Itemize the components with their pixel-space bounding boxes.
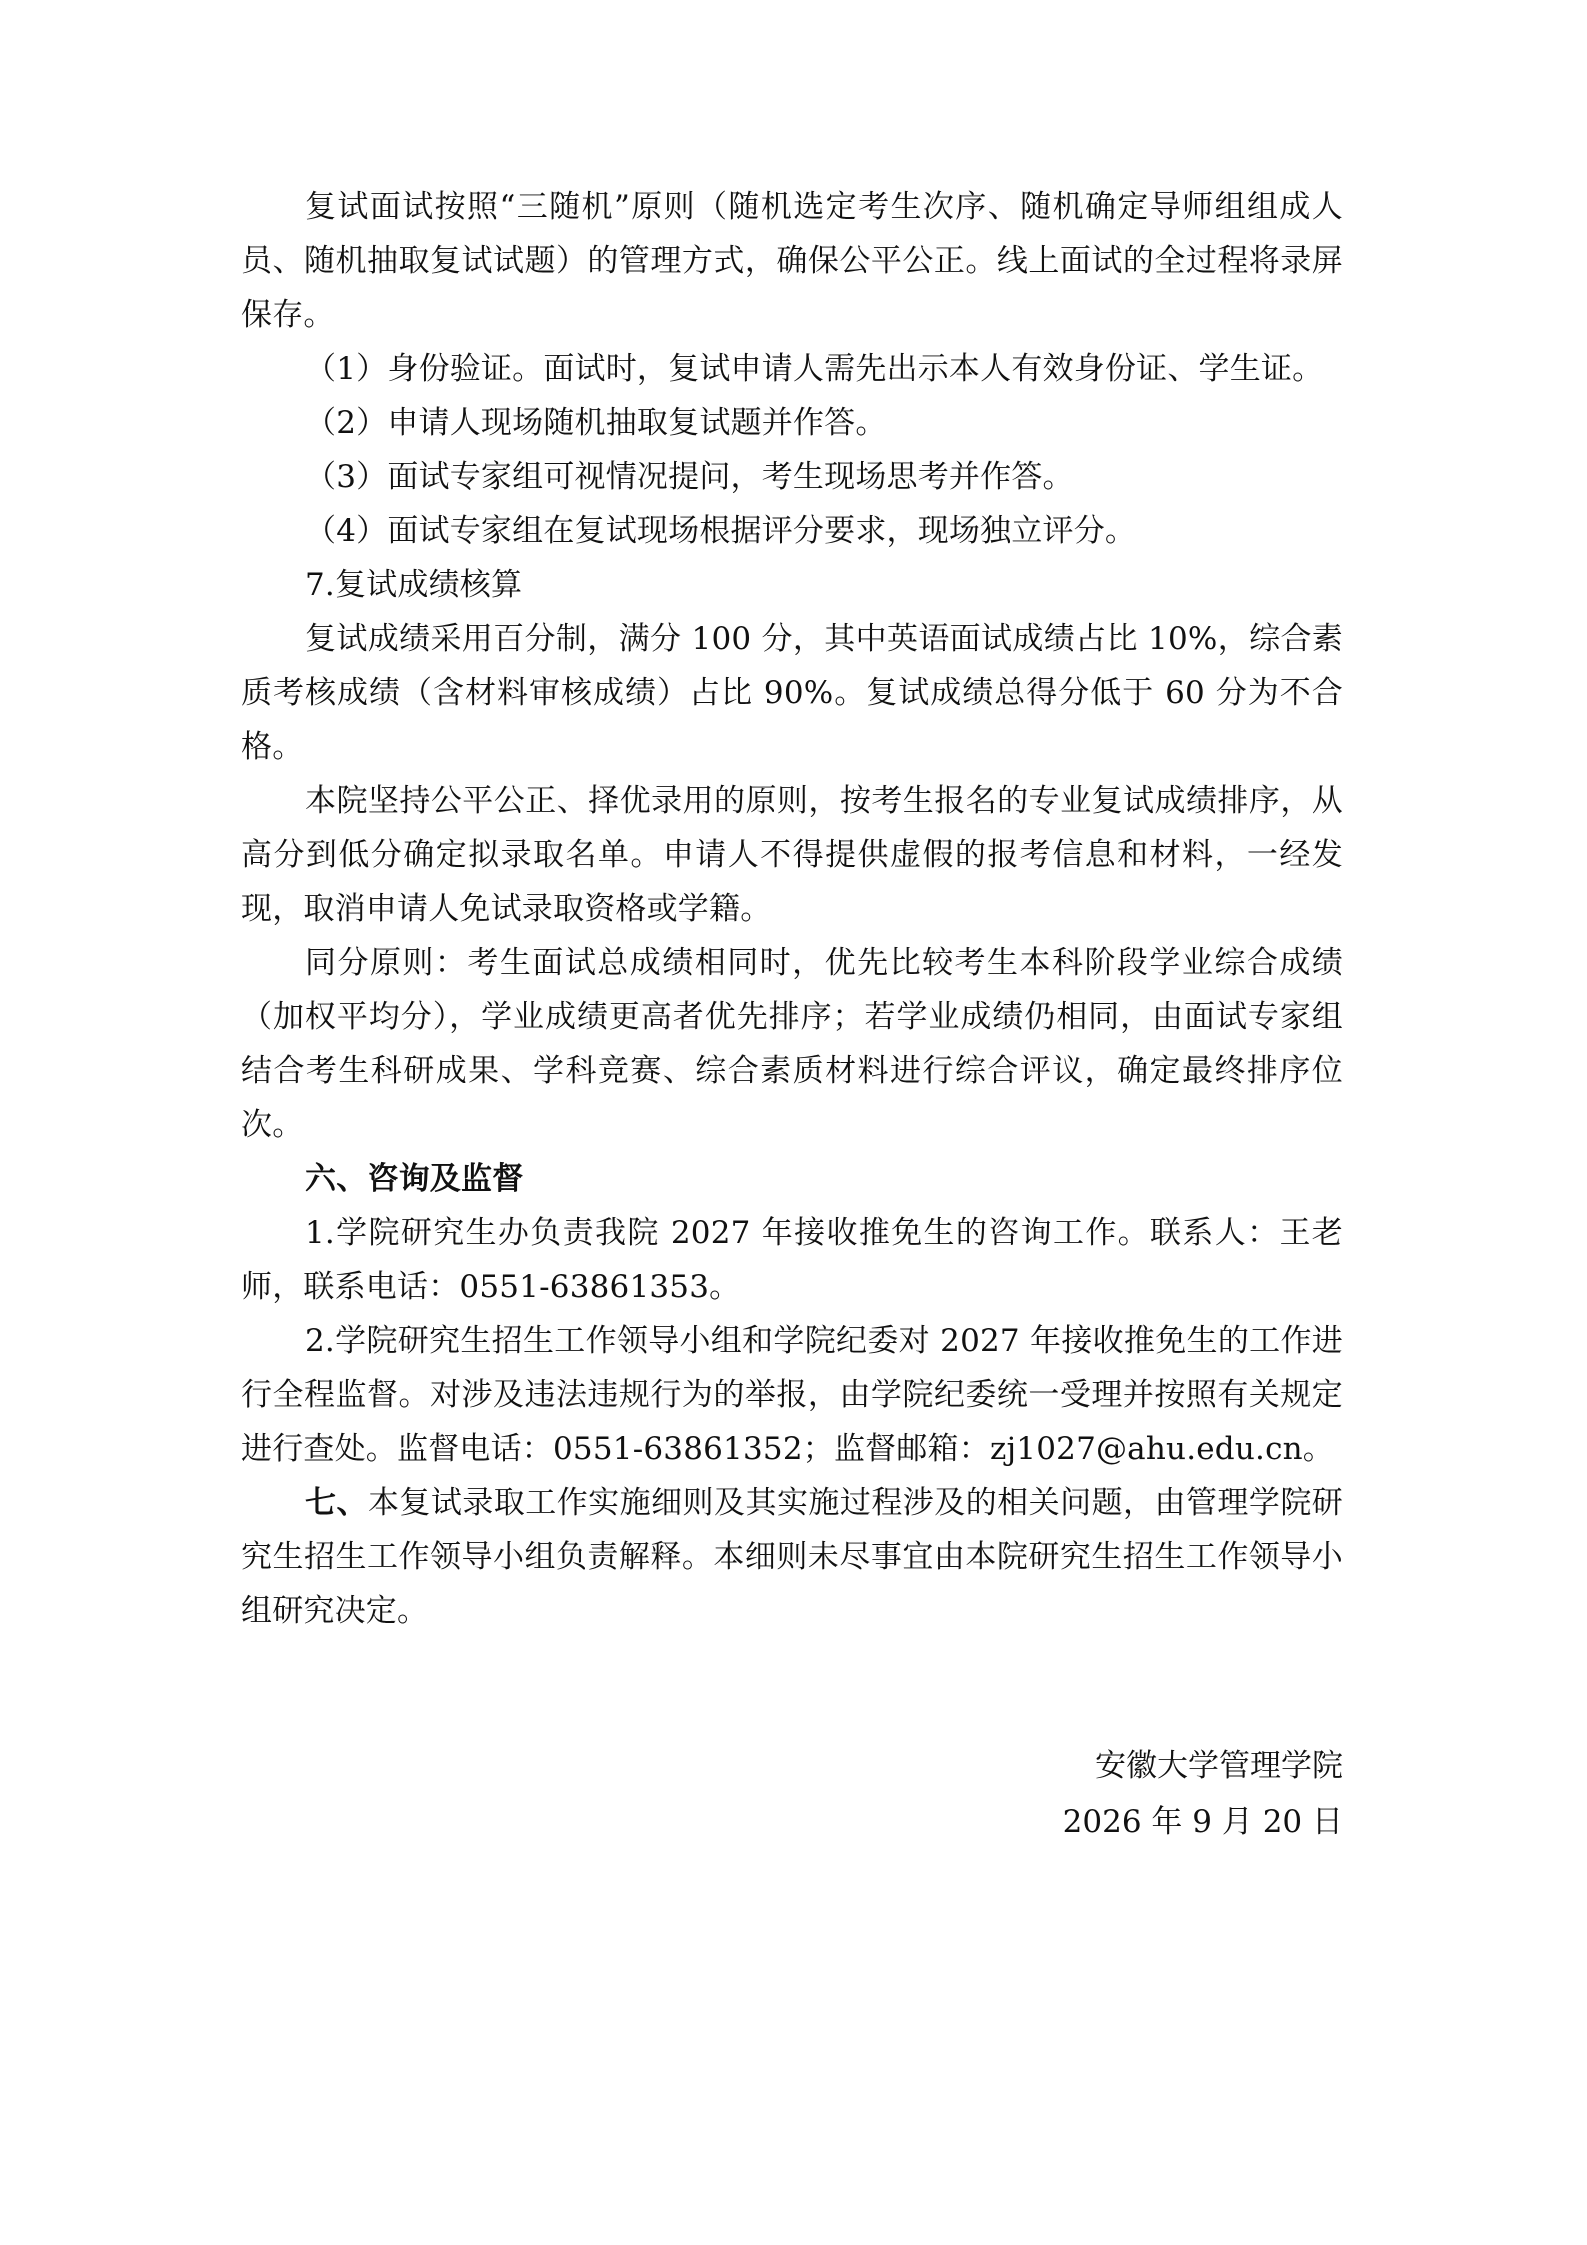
paragraph-step-1: （1）身份验证。面试时，复试申请人需先出示本人有效身份证、学生证。 xyxy=(305,351,1324,387)
signature-org: 安徽大学管理学院 xyxy=(1095,1748,1343,1784)
document-body xyxy=(241,180,1343,1638)
section-6-heading: 六、咨询及监督 xyxy=(305,1161,524,1197)
paragraph-supervise: 2.学院研究生招生工作领导小组和学院纪委对 2027 年接收推免生的工作进行全程监督。对涉及违法违规行为的举报，由学院纪委统一受理并按照有关规定进行查处。监督电话：0551-63861352；监督邮箱：zj1027@ahu.edu.cn。 xyxy=(241,1323,1343,1467)
section-7-title: 7.复试成绩核算 xyxy=(305,567,523,603)
paragraph-consult: 1.学院研究生办负责我院 2027 年接收推免生的咨询工作。联系人：王老师，联系电话：0551-63861353。 xyxy=(241,1215,1343,1305)
paragraph-tie-rule: 同分原则：考生面试总成绩相同时，优先比较考生本科阶段学业综合成绩（加权平均分），学业成绩更高者优先排序；若学业成绩仍相同，由面试专家组结合考生科研成果、学科竞赛、综合素质材料进行综合评议，确定最终排序位次。 xyxy=(241,945,1343,1143)
section-7-final-text: 本复试录取工作实施细则及其实施过程涉及的相关问题，由管理学院研究生招生工作领导小组负责解释。本细则未尽事宜由本院研究生招生工作领导小组研究决定。 xyxy=(241,1485,1344,1629)
section-7-final-lead: 七、 xyxy=(305,1485,368,1521)
paragraph-step-4: （4）面试专家组在复试现场根据评分要求，现场独立评分。 xyxy=(305,513,1137,549)
signature-block xyxy=(1063,1738,1343,1850)
paragraph-score-calc: 复试成绩采用百分制，满分 100 分，其中英语面试成绩占比 10%，综合素质考核成绩（含材料审核成绩）占比 90%。复试成绩总得分低于 60 分为不合格。 xyxy=(241,621,1343,765)
paragraph-interview-principle: 复试面试按照“三随机”原则（随机选定考生次序、随机确定导师组组成人员、随机抽取复试试题）的管理方式，确保公平公正。线上面试的全过程将录屏保存。 xyxy=(241,189,1343,333)
paragraph-step-2: （2）申请人现场随机抽取复试题并作答。 xyxy=(305,405,887,441)
signature-date: 2026 年 9 月 20 日 xyxy=(1062,1804,1343,1840)
paragraph-final-note xyxy=(241,1476,1343,1638)
paragraph-ranking-principle: 本院坚持公平公正、择优录用的原则，按考生报名的专业复试成绩排序，从高分到低分确定拟录取名单。申请人不得提供虚假的报考信息和材料，一经发现，取消申请人免试录取资格或学籍。 xyxy=(241,783,1343,927)
paragraph-step-3: （3）面试专家组可视情况提问，考生现场思考并作答。 xyxy=(305,459,1074,495)
